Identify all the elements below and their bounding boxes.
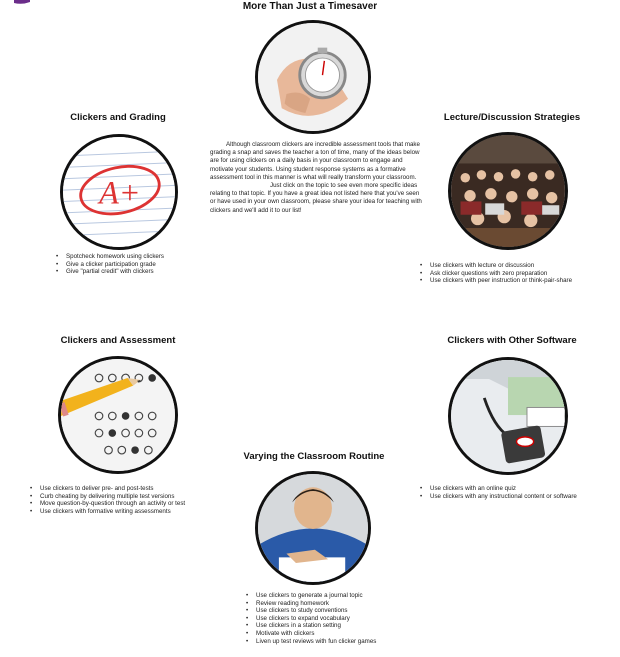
list-item: • Review reading homework — [256, 600, 376, 608]
routine-image[interactable] — [255, 471, 371, 585]
lecture-hall-photo-icon — [451, 135, 565, 247]
list-item: • Use clickers with an online quiz — [430, 485, 577, 493]
list-item: • Use clickers to study conventions — [256, 607, 376, 615]
list-item: • Curb cheating by delivering multiple test versions — [40, 493, 185, 501]
list-item: • Use clickers with peer instruction or think-pair-share — [430, 277, 572, 285]
list-item: • Use clickers in a station setting — [256, 622, 376, 630]
lecture-list — [416, 262, 572, 285]
list-item: • Use clickers to expand vocabulary — [256, 615, 376, 623]
page-title: More Than Just a Timesaver — [242, 1, 378, 12]
list-item: • Use clickers to generate a journal topic — [256, 592, 376, 600]
list-item: • Spotcheck homework using clickers — [66, 253, 164, 261]
list-item: • Liven up test reviews with fun clicker games — [256, 638, 376, 646]
section-title-assessment[interactable]: Clickers and Assessment — [60, 335, 176, 346]
section-title-grading[interactable]: Clickers and Grading — [70, 112, 166, 123]
list-item: • Use clickers with formative writing assessments — [40, 508, 185, 516]
section-title-software[interactable]: Clickers with Other Software — [447, 335, 577, 346]
a-plus-graded-paper-icon — [63, 137, 175, 247]
grading-list — [52, 253, 164, 276]
list-item: • Use clickers with any instructional content or software — [430, 493, 577, 501]
intro-paragraph — [210, 141, 424, 215]
intro-text-1: Although classroom clickers are incredible assessment tools that make grading a snap and saves the teacher a ton of time, many of the ideas below are for using clickers on a daily basis in your classroom to engage and motivate your students. Using student response systems as a formative assessment tool in this manner is what will really transform your classroom. — [210, 141, 420, 181]
assessment-list — [26, 485, 185, 515]
stopwatch-icon — [258, 23, 368, 131]
list-item: • Motivate with clickers — [256, 630, 376, 638]
section-title-routine[interactable]: Varying the Classroom Routine — [243, 451, 385, 462]
list-item: • Use clickers with lecture or discussion — [430, 262, 572, 270]
assessment-image[interactable] — [58, 356, 178, 474]
section-title-lecture[interactable]: Lecture/Discussion Strategies — [443, 112, 581, 123]
routine-list — [242, 592, 376, 645]
student-writing-photo-icon — [258, 474, 368, 582]
list-item: • Give a clicker participation grade — [66, 261, 164, 269]
usb-receiver-laptop-icon — [451, 360, 565, 472]
bubble-answer-sheet-pencil-icon — [61, 359, 175, 471]
grading-image[interactable] — [60, 134, 178, 250]
list-item: • Move question-by-question through an activity or test — [40, 500, 185, 508]
lecture-image[interactable] — [448, 132, 568, 250]
software-list — [416, 485, 577, 500]
list-item: • Ask clicker questions with zero preparation — [430, 270, 572, 278]
software-image[interactable] — [448, 357, 568, 475]
stopwatch-image — [255, 20, 371, 134]
list-item: • Give "partial credit" with clickers — [66, 268, 164, 276]
svg-text:A+: A+ — [99, 174, 141, 211]
intro-text-2: Just click on the topic to see even more specific ideas relating to that topic. If you have a great idea not listed here that you've seen or have used in your own classroom, please share your idea for teaching with clickers and we'll add it to our list! — [210, 182, 422, 214]
list-item: • Use clickers to deliver pre- and post-tests — [40, 485, 185, 493]
